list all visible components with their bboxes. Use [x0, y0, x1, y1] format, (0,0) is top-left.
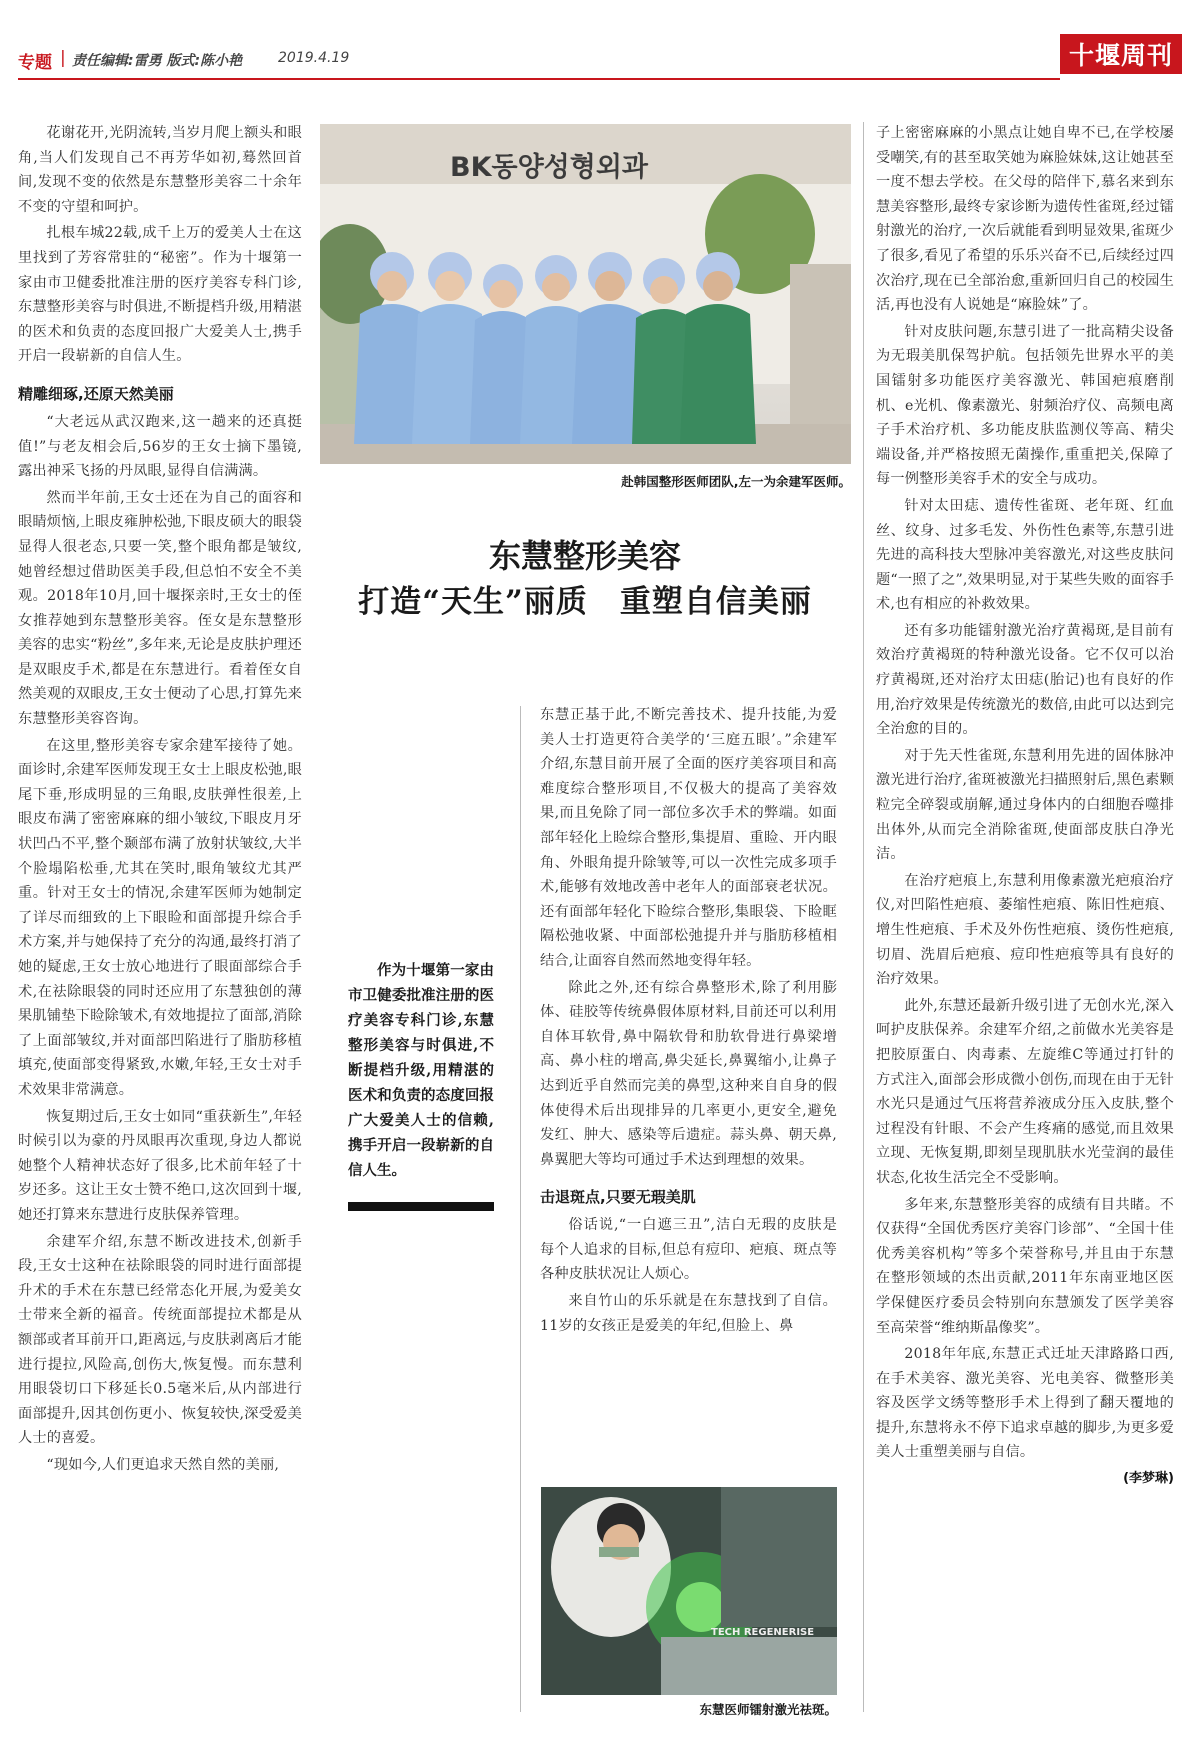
section-subhead: 精雕细琢,还原天然美丽	[18, 384, 174, 403]
top-photo-caption: 赴韩国整形医师团队,左一为余建军医师。	[621, 474, 851, 489]
section-label: 专题	[18, 53, 52, 73]
body-paragraph: 子上密密麻麻的小黑点让她自卑不已,在学校屡受嘲笑,有的甚至取笑她为麻脸妹妹,这让她甚至一度不想去学校。在父母的陪伴下,慕名来到东慧美容整形,最终专家诊断为遗传性雀斑,经过镭射激光的治疗,一次后就能看到明显效果,雀斑少了很多,看见了希望的乐乐兴奋不已,后续经过四次治疗,现在已全部治愈,重新回归自己的校园生活,再也没有人说她是“麻脸妹”了。	[876, 125, 1174, 314]
column-middle	[540, 703, 837, 1340]
body-paragraph: 俗话说,“一白遮三丑”,洁白无瑕的皮肤是每个人追求的目标,但总有痘印、疤痕、斑点等各种皮肤状况让人烦心。	[540, 1217, 837, 1283]
team-photo	[320, 124, 851, 464]
body-paragraph: 对于先天性雀斑,东慧利用先进的固体脉冲激光进行治疗,雀斑被激光扫描照射后,黑色素颗粒完全碎裂或崩解,通过身体内的白细胞吞噬排出体外,从而完全消除雀斑,使面部皮肤白净光洁。	[876, 747, 1174, 863]
header-rule	[18, 78, 1060, 80]
body-paragraph: 扎根车城22载,成千上万的爱美人士在这里找到了芳容常驻的“秘密”。作为十堰第一家由市卫健委批准注册的医疗美容专科门诊,东慧整形美容与时俱进,不断提档升级,用精湛的医术和负责的态度回报广大爱美人士,携手开启一段崭新的自信人生。	[18, 225, 302, 365]
clinic-sign-text: BK동양성형외과	[450, 152, 648, 183]
headline	[300, 533, 870, 625]
column-divider-right	[863, 122, 864, 1712]
section-subhead: 击退斑点,只要无瑕美肌	[540, 1188, 696, 1207]
body-paragraph: 此外,东慧还最新升级引进了无创水光,深入呵护皮肤保养。余建军介绍,之前做水光美容是把胶原蛋白、肉毒素、左旋维C等通过打针的方式注入,面部会形成微小创伤,而现在由于无针水光只是通过气压将营养液成分压入皮肤,整个过程没有针眼、不会产生疼痛的感觉,而且效果立现、无恢复期,即刻呈现肌肤水光莹润的最佳状态,化妆生活完全不受影响。	[876, 997, 1174, 1186]
header-separator: |	[60, 48, 66, 68]
body-paragraph: 针对太田痣、遗传性雀斑、老年斑、红血丝、纹身、过多毛发、外伤性色素等,东慧引进先进的高科技大型脉冲美容激光,对这些皮肤问题“一照了之”,效果明显,对于某些失败的面容手术,也有相应的补救效果。	[876, 497, 1174, 613]
body-paragraph: 2018年年底,东慧正式迁址天津路路口西,在手术美容、激光美容、光电美容、微整形美容及医学文绣等整形手术上得到了翻天覆地的提升,东慧将永不停下追求卓越的脚步,为更多爱美人士重塑美丽与自信。	[876, 1346, 1174, 1461]
body-paragraph: 东慧正基于此,不断完善技术、提升技能,为爱美人士打造更符合美学的‘三庭五眼’。”余建军介绍,东慧目前开展了全面的医疗美容项目和高难度综合整形项目,不仅极大的提高了美容效果,而且免除了同一部位多次手术的弊端。如面部年轻化上睑综合整形,集提眉、重睑、开内眼角、外眼角提升除皱等,可以一次性完成多项手术,能够有效地改善中老年人的面部衰老状况。还有面部年轻化下睑综合整形,集眼袋、下睑眶隔松弛收紧、中面部松弛提升并与脂肪移植相结合,让面容自然而然地变得年轻。	[540, 707, 837, 969]
body-paragraph: 恢复期过后,王女士如同“重获新生”,年轻时候引以为豪的丹凤眼再次重现,身边人都说她整个人精神状态好了很多,比术前年轻了十岁还多。这让王女士赞不绝口,这次回到十堰,她还打算来东慧进行皮肤保养管理。	[18, 1108, 302, 1223]
page-header	[18, 41, 1182, 84]
column-right	[876, 121, 1174, 1486]
pull-quote: 作为十堰第一家由市卫健委批准注册的医疗美容专科门诊,东慧整形美容与时俱进,不断提档升级,用精湛的医术和负责的态度回报广大爱美人士的信赖,携手开启一段崭新的自信人生。	[348, 962, 494, 1179]
body-paragraph: 花谢花开,光阴流转,当岁月爬上额头和眼角,当人们发现自己不再芳华如初,蓦然回首间,发现不变的依然是东慧整形美容二十余年不变的守望和呵护。	[18, 125, 302, 215]
body-paragraph: 来自竹山的乐乐就是在东慧找到了自信。11岁的女孩正是爱美的年纪,但脸上、鼻	[540, 1293, 837, 1334]
team-photo-illustration	[320, 124, 851, 464]
laser-photo-illustration	[541, 1487, 837, 1695]
column-divider-mid	[520, 706, 521, 1712]
body-paragraph: 然而半年前,王女士还在为自己的面容和眼睛烦恼,上眼皮雍肿松弛,下眼皮硕大的眼袋显得人很老态,只要一笑,整个眼角都是皱纹,她曾经想过借助医美手段,但总怕不安全不美观。2018年10月,回十堰探亲时,王女士的侄女推荐她到东慧整形美容。侄女是东慧整形美容的忠实“粉丝”,多年来,无论是皮肤护理还是双眼皮手术,都是在东慧进行。看着侄女自然美观的双眼皮,王女士便动了心思,打算先来东慧整形美容咨询。	[18, 489, 302, 728]
body-paragraph: 在这里,整形美容专家余建军接待了她。面诊时,余建军医师发现王女士上眼皮松弛,眼尾下垂,形成明显的三角眼,皮肤弹性很差,上眼皮布满了密密麻麻的细小皱纹,下眼皮月牙状凹凸不平,整个颞部布满了放射状皱纹,大半个脸塌陷松垂,尤其在笑时,眼角皱纹尤其严重。针对王女士的情况,余建军医师为她制定了详尽而细致的上下眼睑和面部提升综合手术方案,并与她保持了充分的沟通,最终打消了她的疑虑,王女士放心地进行了眼面部综合手术,在祛除眼袋的同时还应用了东慧独创的薄果肌铺垫下睑除皱术,有效地提拉了面部,消除了上面部皱纹,并对面部凹陷进行了脂肪移植填充,使面部变得紧致,水嫩,年轻,王女士对手术效果非常满意。	[18, 737, 302, 1098]
issue-date: 2019.4.19	[278, 50, 350, 66]
body-paragraph: 余建军介绍,东慧不断改进技术,创新手段,王女士这种在祛除眼袋的同时进行面部提升术的手术在东慧已经常态化开展,为爱美女士带来全新的福音。传统面部提拉术都是从额部或者耳前开口,距离远,与皮肤剥离后才能进行提拉,风险高,创伤大,恢复慢。而东慧利用眼袋切口下移延长0.5毫米后,从内部进行面部提升,因其创伤更小、恢复较快,深受爱美人士的喜爱。	[18, 1233, 302, 1447]
headline-line1: 东慧整形美容	[488, 537, 681, 575]
device-label: TECH REGENERISE	[711, 1627, 815, 1638]
headline-line2: 打造“天生”丽质 重塑自信美丽	[358, 584, 812, 620]
bottom-photo-caption: 东慧医师镭射激光祛斑。	[699, 1702, 837, 1717]
body-paragraph: 除此之外,还有综合鼻整形术,除了利用膨体、硅胶等传统鼻假体原材料,目前还可以利用自体耳软骨,鼻中隔软骨和肋软骨进行鼻梁增高、鼻小柱的增高,鼻尖延长,鼻翼缩小,让鼻子达到近乎自然而完美的鼻型,这种来自自身的假体使得术后出现排异的几率更小,更安全,避免发红、肿大、感染等后遗症。蒜头鼻、朝天鼻,鼻翼肥大等均可通过手术达到理想的效果。	[540, 979, 837, 1168]
pull-quote-bar	[348, 1202, 494, 1211]
column-left	[18, 121, 302, 1479]
body-paragraph: 多年来,东慧整形美容的成绩有目共睹。不仅获得“全国优秀医疗美容门诊部”、“全国十佳优秀美容机构”等多个荣誉称号,并且由于东慧在整形领域的杰出贡献,2011年东南亚地区医学保健医疗委员会特别向东慧颁发了医学美容至高荣誉“维纳斯晶像奖”。	[876, 1196, 1174, 1336]
body-paragraph: 在治疗疤痕上,东慧利用像素激光疤痕治疗仪,对凹陷性疤痕、萎缩性疤痕、陈旧性疤痕、增生性疤痕、手术及外伤性疤痕、烫伤性疤痕,切眉、洗眉后疤痕、痘印性疤痕等具有良好的治疗效果。	[876, 872, 1174, 988]
body-paragraph: “现如今,人们更追求天然自然的美丽,	[46, 1456, 280, 1473]
body-paragraph: 针对皮肤问题,东慧引进了一批高精尖设备为无瑕美肌保驾护航。包括领先世界水平的美国镭射多功能医疗美容激光、韩国疤痕磨削机、e光机、像素激光、射频治疗仪、高频电离子手术治疗机、多功能皮肤监测仪等高、精尖端设备,并严格按照无菌操作,重重把关,保障了每一例整形美容手术的安全与成功。	[876, 323, 1174, 488]
masthead-logo: 十堰周刊	[1060, 34, 1182, 74]
author-byline: (李梦琳)	[1123, 1471, 1174, 1487]
body-paragraph: 还有多功能镭射激光治疗黄褐斑,是目前有效治疗黄褐斑的特种激光设备。它不仅可以治疗黄褐斑,还对治疗太田痣(胎记)也有良好的作用,治疗效果是传统激光的数倍,由此可以达到完全治愈的目的。	[876, 622, 1174, 738]
body-paragraph: “大老远从武汉跑来,这一趟来的还真挺值!”与老友相会后,56岁的王女士摘下墨镜,露出神采飞扬的丹凤眼,显得自信满满。	[18, 413, 302, 480]
laser-photo	[541, 1487, 837, 1695]
editor-credit: 责任编辑:雷勇 版式:陈小艳	[72, 53, 243, 69]
